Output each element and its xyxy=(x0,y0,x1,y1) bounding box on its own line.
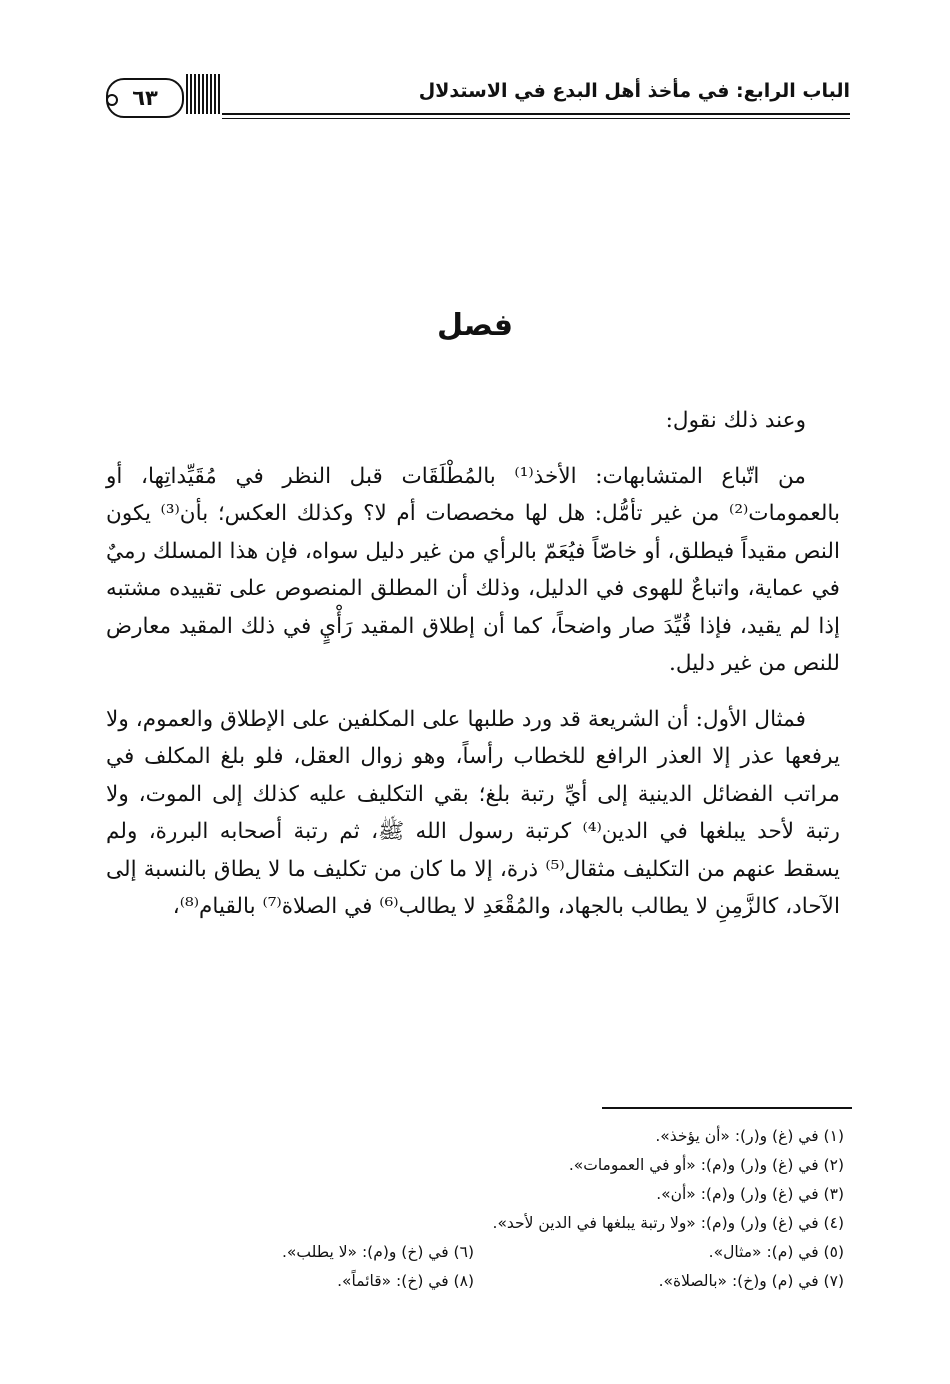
page-number-badge xyxy=(106,78,184,118)
footnotes xyxy=(106,1122,844,1296)
footnote-5: (٥) في (م): «مثال». xyxy=(708,1243,844,1261)
footnote-6: (٦) في (خ) و(م): «لا يطلب». xyxy=(281,1243,474,1261)
badge-ornament-dot xyxy=(106,94,118,106)
footnote-7: (٧) في (م) و(خ): «بالصلاة». xyxy=(658,1272,844,1290)
paragraph-mutashabihat: من اتّباع المتشابهات: الأخذ⁽¹⁾ بالمُطْلَقَات قبل النظر في مُقَيِّداتِها، أو بالعمومات⁽²⁾ من غير تأمُّل: هل لها مخصصات أم لا؟ وكذلك العكس؛ بأن⁽³⁾ يكون النص مقيداً فيطلق، أو خاصّاً فيُعَمّ بالرأي من غير دليل سواه، فإن هذا المسلك رميٌ في عماية، واتباعٌ للهوى في الدليل، وذلك أن المطلق المنصوص على تقييده مشتبه إذا لم يقيد، فإذا قُيِّدَ صار واضحاً، كما أن إطلاق المقيد رَأْيٍ في ذلك المقيد معارض للنص من غير دليل. xyxy=(106,463,841,676)
footnote-2: (٢) في (غ) و(ر) و(م): «أو في العمومات». xyxy=(568,1156,844,1174)
footnote-8: (٨) في (خ): «قائماً». xyxy=(337,1272,474,1290)
header-rule xyxy=(222,113,850,115)
footnote-1: (١) في (غ) و(ر): «أن يؤخذ». xyxy=(655,1127,844,1145)
page-number: ٦٣ xyxy=(132,86,158,110)
header-title: الباب الرابع: في مأخذ أهل البدع في الاستدلال xyxy=(418,80,850,102)
header-ornament-bars xyxy=(186,74,220,114)
paragraph-first-example: فمثال الأول: أن الشريعة قد ورد طلبها على المكلفين على الإطلاق والعموم، ولا يرفعها عذر إلا العذر الرافع للخطاب رأساً، وهو زوال العقل، فلو بلغ المكلف في مراتب الفضائل الدينية إلى أيِّ رتبة بلغ؛ بقي التكليف عليه كذلك إلى الموت، ولا رتبة لأحد يبلغها في الدين⁽⁴⁾ كرتبة رسول الله ﷺ، ثم رتبة أصحابه البررة، ولم يسقط عنهم من التكليف مثقال⁽⁵⁾ ذرة، إلا ما كان من تكليف ما لا يطاق بالنسبة إلى الآحاد، كالزَّمِنِ لا يطالب بالجهاد، والمُقْعَدِ لا يطالب⁽⁶⁾ في الصلاة⁽⁷⁾ بالقيام⁽⁸⁾، xyxy=(106,706,840,919)
footnote-4: (٤) في (غ) و(ر) و(م): «ولا رتبة يبلغها في الدين لأحد». xyxy=(492,1214,844,1232)
running-header xyxy=(100,60,850,116)
footnote-separator xyxy=(602,1107,852,1109)
paragraph-intro: وعند ذلك نقول: xyxy=(665,408,806,433)
footnote-3: (٣) في (غ) و(ر) و(م): «أن». xyxy=(656,1185,844,1203)
section-title: فصل xyxy=(437,308,513,343)
header-rule-thin xyxy=(222,118,850,119)
main-text xyxy=(106,402,840,926)
